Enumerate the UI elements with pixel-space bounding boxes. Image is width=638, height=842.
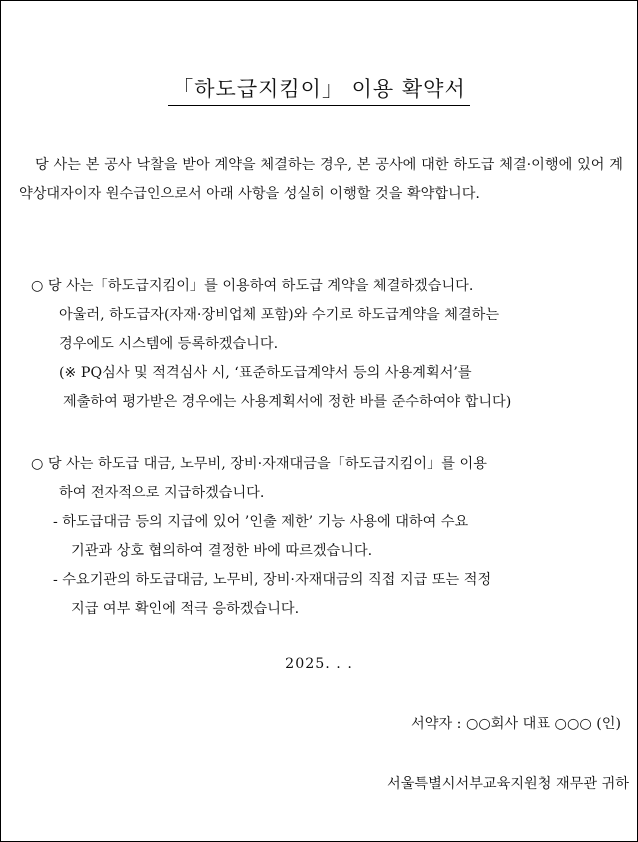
commitment-2-sub-1-line-1: - 하도급대금 등의 지급에 있어 ’인출 제한’ 기능 사용에 대하여 수요 [53, 514, 469, 530]
document-title-text: 「하도급지킴이」 이용 확약서 [168, 73, 470, 106]
intro-paragraph: 당 사는 본 공사 낙찰을 받아 계약을 체결하는 경우, 본 공사에 대한 하도급 체결·이행에 있어 계약상대자이자 원수급인으로서 아래 사항을 성실히 이행할 것을 확약합니다. [19, 157, 623, 202]
commitment-item-1 [31, 272, 623, 417]
commitment-1-note-line-1: (※ PQ심사 및 적격심사 시, ‘표준하도급계약서 등의 사용계획서’를 [59, 365, 472, 381]
commitment-2-line-2: 하여 전자적으로 지급하겠습니다. [59, 485, 265, 501]
addressee-line: 서울특별시서부교육지원청 재무관 귀하 [386, 776, 629, 792]
date-line: 2025. . . [285, 656, 353, 672]
commitment-1-line-2: 아울러, 하도급자(자재·장비업체 포함)와 수기로 하도급계약을 체결하는 [59, 307, 500, 323]
commitment-1-note-line-2: 제출하여 평가받은 경우에는 사용계획서에 정한 바를 준수하여야 합니다) [63, 394, 512, 410]
commitment-item-2 [31, 450, 623, 624]
commitment-2-line-1: ○ 당 사는 하도급 대금, 노무비, 장비·자재대금을「하도급지킴이」를 이용 [31, 456, 487, 472]
commitment-1-line-1: ○ 당 사는「하도급지킴이」를 이용하여 하도급 계약을 체결하겠습니다. [31, 278, 474, 294]
commitment-2-sub-2-line-1: - 수요기관의 하도급대금, 노무비, 장비·자재대금의 직접 지급 또는 적정 [53, 572, 492, 588]
commitment-1-line-3: 경우에도 시스템에 등록하겠습니다. [59, 336, 279, 352]
commitment-2-sub-2-line-2: 지급 여부 확인에 적극 응하겠습니다. [71, 601, 300, 617]
commitment-2-sub-1-line-2: 기관과 상호 협의하여 결정한 바에 따르겠습니다. [71, 543, 373, 559]
document-title [1, 73, 637, 106]
signer-line: 서약자 : ○○회사 대표 ○○○ (인) [411, 716, 621, 732]
